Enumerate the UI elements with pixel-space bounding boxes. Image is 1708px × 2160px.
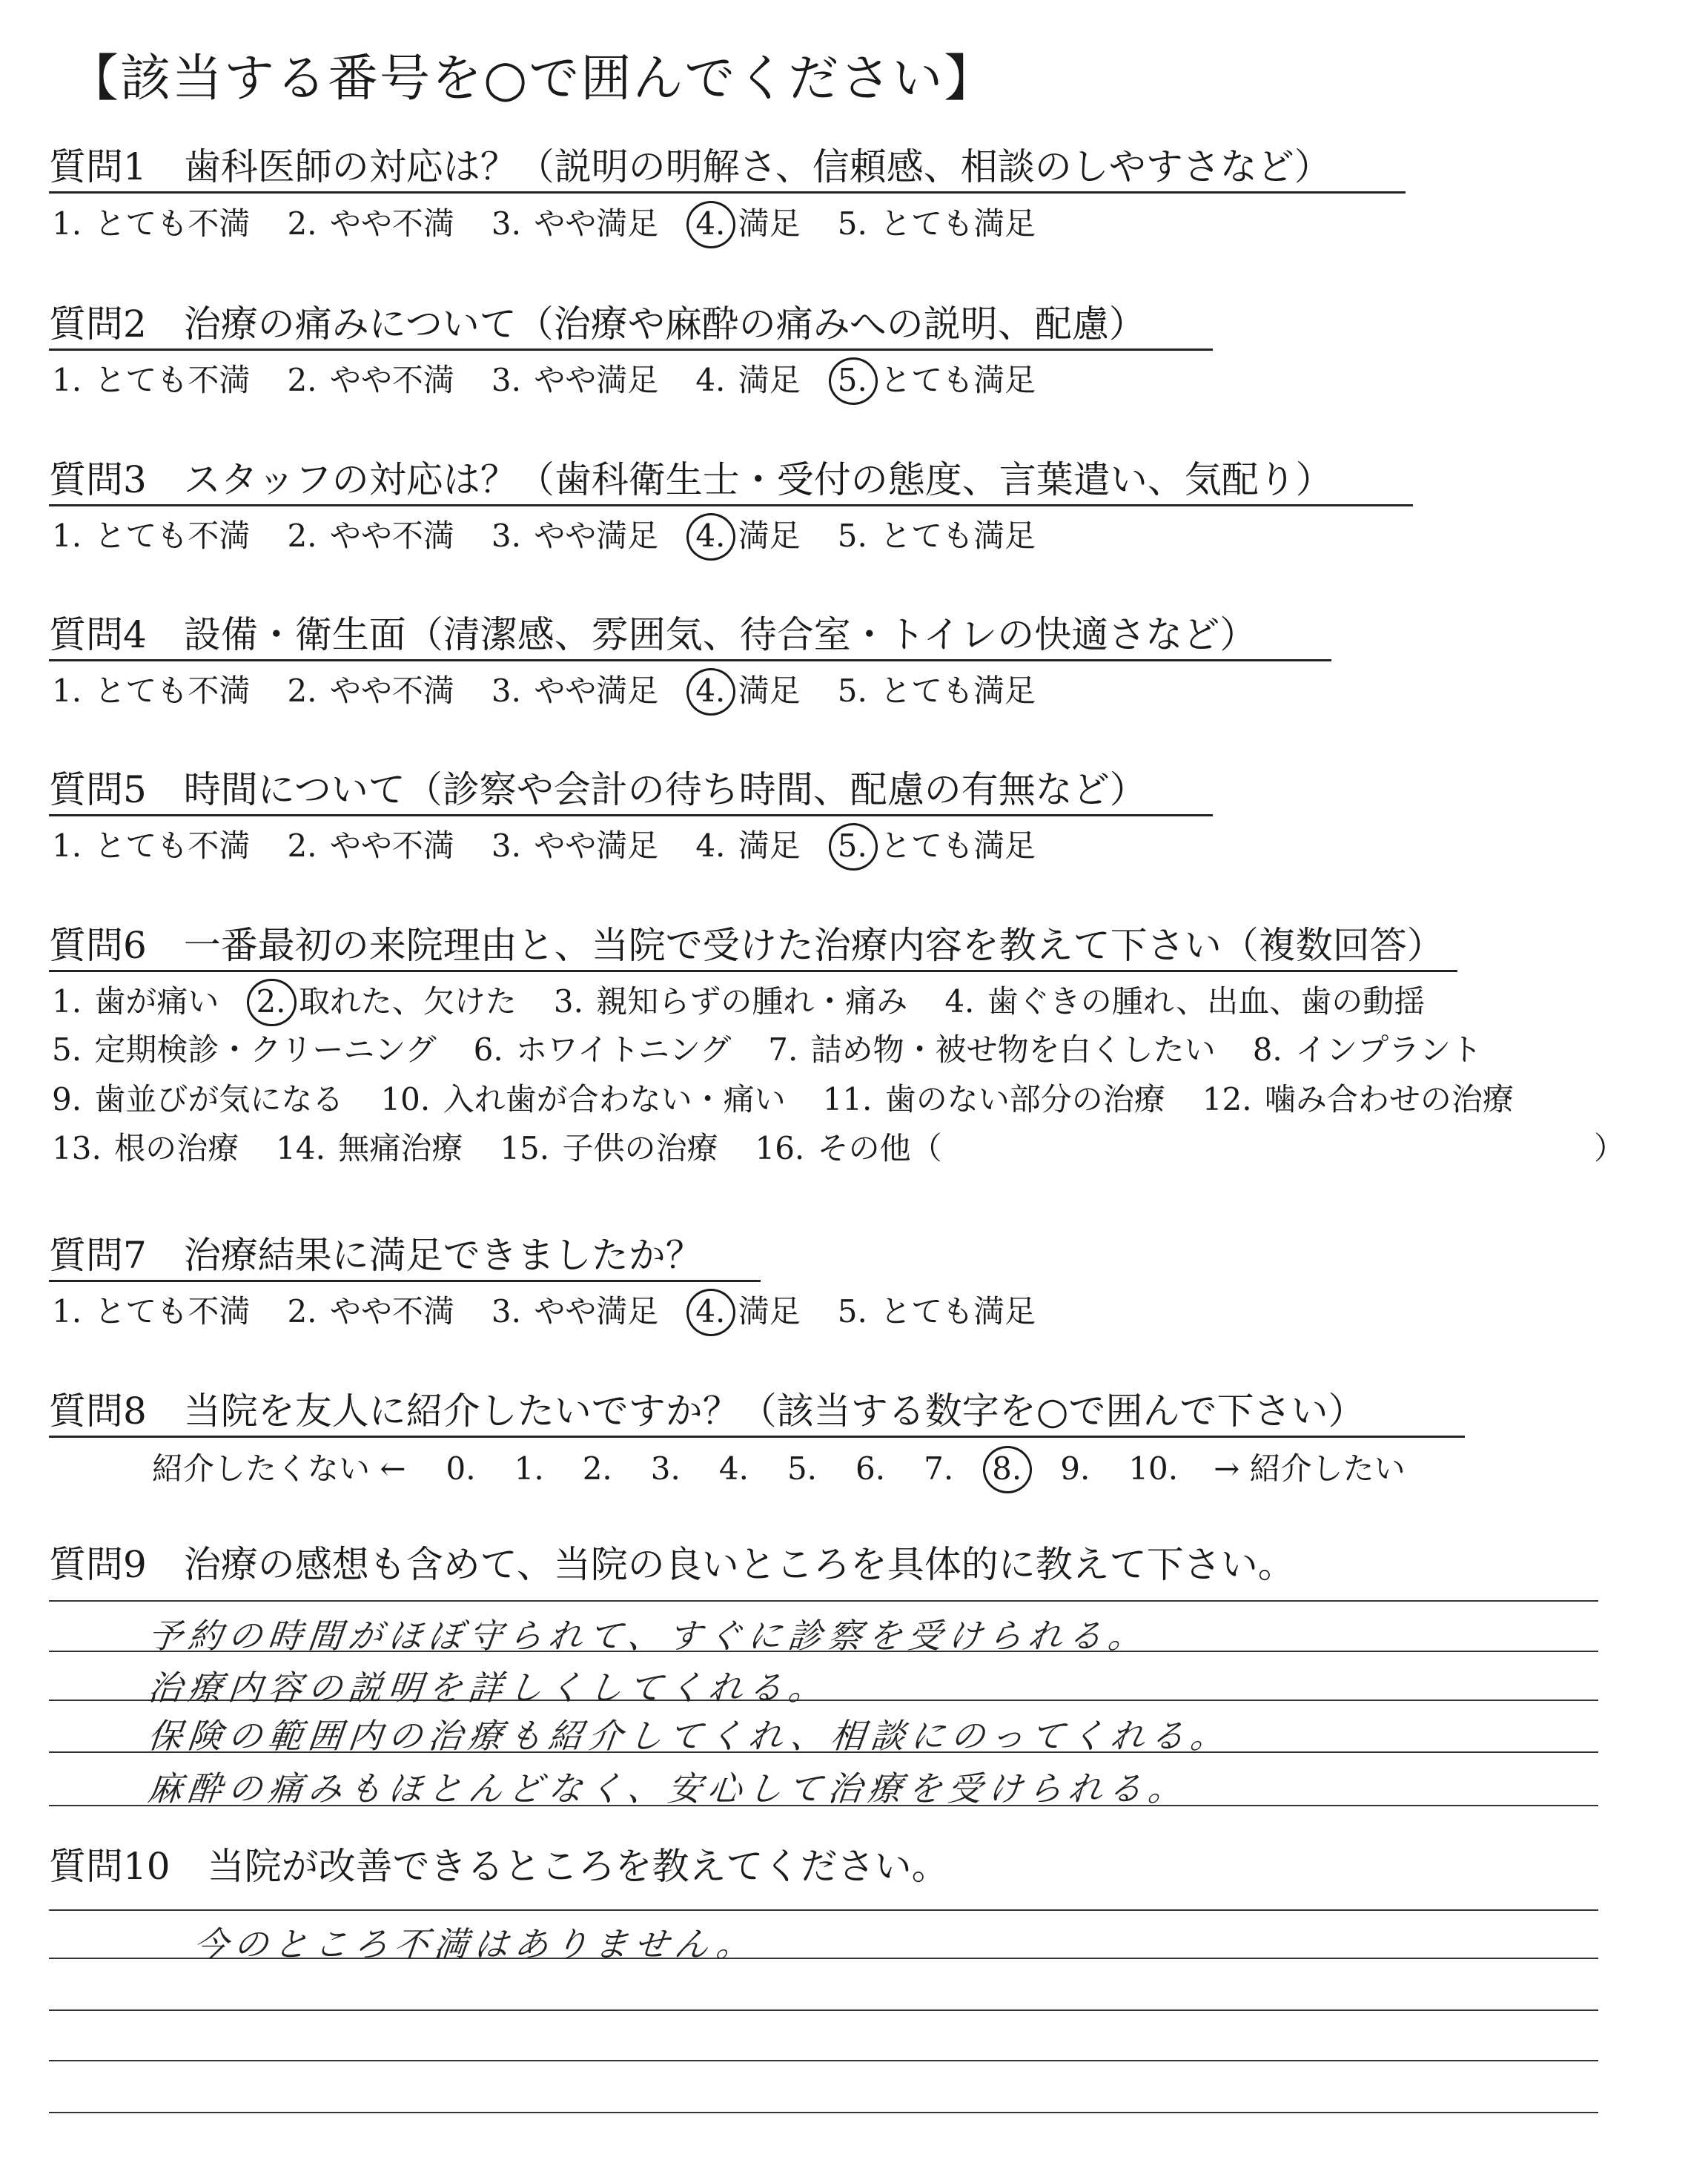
- option-number: 5.: [837, 1293, 867, 1330]
- answer-line: [49, 2009, 1598, 2011]
- scale-number: 6.: [855, 1450, 886, 1487]
- option-label: とても不満: [85, 673, 251, 709]
- option-number: 4.: [692, 1296, 728, 1327]
- option-number: 3.: [491, 828, 521, 864]
- option-number: 2.: [287, 1293, 317, 1330]
- handwritten-answer: 麻酔の痛みもほとんどなく、安心して治療を受けられる。: [145, 1768, 1191, 1809]
- answer-line: [49, 1600, 1598, 1602]
- option-number: 10.: [380, 1081, 431, 1117]
- option-label: とても不満: [85, 518, 251, 554]
- option-number: 3.: [491, 205, 521, 242]
- option-number: 1.: [52, 362, 82, 398]
- option: [49, 1081, 344, 1117]
- option: [284, 362, 454, 398]
- option-number: 11.: [822, 1081, 873, 1117]
- option-selected: [692, 205, 801, 242]
- question-3-rule: [49, 504, 1413, 506]
- question-5-heading: 質問5 時間について（診察や会計の待ち時間、配慮の有無など）: [49, 768, 1147, 811]
- scale-value: [853, 1450, 888, 1487]
- option-label: やや不満: [320, 828, 454, 864]
- option-number: 14.: [276, 1130, 325, 1166]
- scale-number: 8.: [989, 1453, 1025, 1484]
- option-label: やや不満: [320, 518, 454, 554]
- scale-value: [1057, 1450, 1093, 1487]
- question-6-options-row: [49, 1130, 976, 1166]
- question-5-options: [49, 830, 1070, 862]
- option: [489, 830, 658, 862]
- option-label: 取れた、欠けた: [288, 983, 517, 1020]
- question-4-options: [49, 673, 1070, 709]
- option-number: 8.: [1252, 1031, 1282, 1068]
- option: [835, 1293, 1036, 1330]
- option-label: インプラント: [1285, 1031, 1483, 1068]
- option-label: やや満足: [523, 205, 659, 242]
- option-label: とても不満: [85, 362, 251, 398]
- option: [1199, 1081, 1514, 1117]
- option-number: 5.: [835, 830, 870, 862]
- question-1-heading: 質問1 歯科医師の対応は？（説明の明解さ、信頼感、相談のしやすさなど）: [49, 145, 1331, 188]
- option: [752, 1130, 942, 1166]
- option-number: 1.: [52, 1293, 82, 1330]
- option: [284, 518, 454, 554]
- question-6-options-row: [49, 1081, 1548, 1117]
- option-label: 歯が痛い: [85, 983, 219, 1020]
- scale-number: 7.: [924, 1450, 954, 1487]
- scale-value: [921, 1450, 956, 1487]
- handwritten-answer: 予約の時間がほぼ守られて、すぐに診察を受けられる。: [145, 1616, 1151, 1656]
- option-number: 2.: [287, 828, 317, 864]
- option-label: とても満足: [870, 205, 1036, 242]
- question-3-heading: 質問3 スタッフの対応は？（歯科衛生士・受付の態度、言葉遣い、気配り）: [49, 458, 1333, 501]
- scale-value: [443, 1450, 479, 1487]
- option: [692, 362, 801, 398]
- option-number: 4.: [944, 983, 975, 1020]
- option-number: 1.: [52, 983, 82, 1020]
- option: [820, 1081, 1165, 1117]
- answer-line: [49, 2112, 1598, 2113]
- option-number: 13.: [52, 1130, 102, 1166]
- scale-value: [716, 1450, 752, 1487]
- option: [497, 1130, 718, 1166]
- scale-value: [580, 1450, 615, 1487]
- option-number: 7.: [768, 1031, 798, 1068]
- question-6-options-row: [49, 983, 1459, 1020]
- option-label: 満足: [728, 673, 801, 709]
- option: [835, 673, 1036, 709]
- option-number: 3.: [491, 673, 521, 709]
- question-9-heading: 質問9 治療の感想も含めて、当院の良いところを具体的に教えて下さい。: [49, 1543, 1295, 1586]
- handwritten-answer: 今のところ不満はありません。: [191, 1924, 759, 1964]
- option-number: 1.: [52, 673, 82, 709]
- option-label: 歯ぐきの腫れ、出血、歯の動揺: [977, 983, 1426, 1020]
- scale-left-label: 紹介したくない ←: [152, 1450, 406, 1487]
- option-number: 2.: [287, 673, 317, 709]
- scale-value: [512, 1450, 547, 1487]
- option-label: とても満足: [870, 518, 1036, 554]
- option: [489, 205, 659, 242]
- option-number: 4.: [692, 521, 728, 552]
- option-number: 6.: [473, 1031, 503, 1068]
- option-label: 満足: [728, 362, 801, 398]
- option-label: とても不満: [85, 205, 251, 242]
- option-label: とても満足: [870, 362, 1036, 398]
- scale-number: 0.: [446, 1450, 476, 1487]
- option-number: 4.: [692, 208, 728, 240]
- option-number: 2.: [287, 518, 317, 554]
- option-label: 定期検診・クリーニング: [85, 1031, 437, 1068]
- option-number: 3.: [491, 518, 521, 554]
- option-number: 1.: [52, 518, 82, 554]
- option: [284, 1293, 454, 1330]
- option: [284, 205, 454, 242]
- option-label: やや不満: [320, 362, 454, 398]
- option-number: 3.: [553, 983, 583, 1020]
- question-5-rule: [49, 814, 1213, 816]
- option-label: 親知らずの腫れ・痛み: [586, 983, 908, 1020]
- option-number: 1.: [52, 828, 82, 864]
- option-label: 満足: [728, 828, 801, 864]
- question-7-heading: 質問7 治療結果に満足できましたか？: [49, 1234, 703, 1277]
- page-title: 【該当する番号を○で囲んでください】: [68, 50, 996, 108]
- question-1-rule: [49, 191, 1406, 194]
- question-7-options: [49, 1293, 1070, 1330]
- option: [49, 205, 251, 242]
- option: [377, 1081, 786, 1117]
- option-label: その他（: [807, 1130, 942, 1166]
- question-8-scale: [152, 1450, 1406, 1487]
- option-label: 詰め物・被せ物を白くしたい: [801, 1031, 1216, 1068]
- option: [471, 1031, 732, 1068]
- option-label: やや満足: [523, 828, 659, 864]
- question-6-other-close: ）: [1594, 1130, 1626, 1166]
- answer-line: [49, 1909, 1598, 1911]
- option: [835, 205, 1036, 242]
- question-3-options: [49, 518, 1070, 554]
- question-4-heading: 質問4 設備・衛生面（清潔感、雰囲気、待合室・トイレの快適さなど）: [49, 613, 1257, 656]
- handwritten-answer: 治療内容の説明を詳しくしてくれる。: [145, 1668, 831, 1708]
- question-8-rule: [49, 1436, 1465, 1438]
- option-label: とても満足: [870, 1293, 1036, 1330]
- option-number: 9.: [52, 1081, 82, 1117]
- option-number: 4.: [692, 676, 728, 707]
- option-number: 4.: [695, 362, 726, 398]
- option-number: 15.: [500, 1130, 550, 1166]
- scale-number: 10.: [1128, 1450, 1179, 1487]
- option-label: とても満足: [870, 828, 1036, 864]
- option-label: 満足: [728, 1293, 801, 1330]
- option: [489, 1293, 659, 1330]
- answer-line: [49, 2060, 1598, 2061]
- option: [551, 983, 908, 1020]
- option-label: 歯のない部分の治療: [875, 1081, 1165, 1117]
- option: [49, 983, 219, 1020]
- option-label: とても不満: [85, 1293, 251, 1330]
- option: [941, 983, 1426, 1020]
- option-label: 根の治療: [104, 1130, 239, 1166]
- option-number: 2.: [253, 986, 288, 1017]
- option-selected: [835, 362, 1036, 398]
- handwritten-answer: 保険の範囲内の治療も紹介してくれ、相談にのってくれる。: [145, 1716, 1233, 1756]
- option: [49, 1031, 437, 1068]
- option: [835, 518, 1036, 554]
- scale-value: [1125, 1450, 1181, 1487]
- option: [489, 362, 659, 398]
- option-number: 16.: [755, 1130, 805, 1166]
- option: [49, 673, 251, 709]
- option-number: 3.: [491, 1293, 521, 1330]
- option-number: 12.: [1202, 1081, 1252, 1117]
- question-2-rule: [49, 349, 1213, 351]
- option-label: やや不満: [320, 205, 454, 242]
- scale-number: 1.: [514, 1450, 544, 1487]
- option: [284, 830, 454, 862]
- option-number: 4.: [695, 828, 726, 864]
- option-label: とても満足: [870, 673, 1036, 709]
- option-label: 満足: [728, 518, 801, 554]
- scale-number: 3.: [650, 1450, 681, 1487]
- option: [49, 362, 251, 398]
- option-label: 歯並びが気になる: [85, 1081, 344, 1117]
- question-6-options-row: [49, 1031, 1516, 1068]
- question-2-heading: 質問2 治療の痛みについて（治療や麻酔の痛みへの説明、配慮）: [49, 303, 1146, 346]
- question-6-heading: 質問6 一番最初の来院理由と、当院で受けた治療内容を教えて下さい（複数回答）: [49, 924, 1444, 967]
- question-6-rule: [49, 970, 1457, 972]
- option-label: 子供の治療: [552, 1130, 718, 1166]
- option-number: 2.: [287, 205, 317, 242]
- option-label: やや不満: [320, 1293, 454, 1330]
- option-label: 噛み合わせの治療: [1254, 1081, 1514, 1117]
- option-selected: [692, 518, 801, 554]
- scale-value: [784, 1450, 820, 1487]
- option: [765, 1031, 1216, 1068]
- option-label: やや満足: [523, 673, 659, 709]
- option-label: やや満足: [523, 518, 659, 554]
- option-label: 入れ歯が合わない・痛い: [433, 1081, 786, 1117]
- option-number: 5.: [837, 518, 867, 554]
- option: [489, 518, 659, 554]
- option-label: やや不満: [320, 673, 454, 709]
- option: [49, 830, 250, 862]
- question-4-rule: [49, 659, 1331, 661]
- option: [692, 830, 800, 862]
- option-selected: [692, 673, 801, 709]
- option-label: とても不満: [85, 828, 251, 864]
- scale-value: [648, 1450, 683, 1487]
- option: [489, 673, 659, 709]
- scale-right-label: → 紹介したい: [1214, 1450, 1406, 1487]
- option-selected: [692, 1293, 801, 1330]
- option-number: 5.: [835, 365, 870, 396]
- option: [1250, 1031, 1483, 1068]
- scale-number: 5.: [787, 1450, 818, 1487]
- option-number: 1.: [52, 205, 82, 242]
- option-label: やや満足: [523, 1293, 659, 1330]
- option-label: やや満足: [523, 362, 659, 398]
- option-label: 無痛治療: [328, 1130, 463, 1166]
- scale-number: 2.: [582, 1450, 612, 1487]
- scale-number: 9.: [1060, 1450, 1090, 1487]
- option-label: ホワイトニング: [506, 1031, 732, 1068]
- option: [273, 1130, 463, 1166]
- option: [284, 673, 454, 709]
- scale-value-selected: [989, 1450, 1025, 1487]
- question-8-heading: 質問8 当院を友人に紹介したいですか？（該当する数字を○で囲んで下さい）: [49, 1390, 1366, 1433]
- option: [49, 1130, 239, 1166]
- option-number: 5.: [52, 1031, 82, 1068]
- option-number: 3.: [491, 362, 521, 398]
- question-10-heading: 質問10 当院が改善できるところを教えてください。: [49, 1845, 949, 1888]
- option-label: 満足: [728, 205, 801, 242]
- option-number: 5.: [837, 673, 867, 709]
- option: [49, 518, 251, 554]
- option-selected: [253, 983, 517, 1020]
- option-number: 2.: [287, 362, 317, 398]
- option: [49, 1293, 251, 1330]
- question-2-options: [49, 362, 1070, 398]
- option-number: 5.: [837, 205, 867, 242]
- scale-number: 4.: [718, 1450, 749, 1487]
- question-7-rule: [49, 1280, 761, 1282]
- question-1-options: [49, 205, 1070, 242]
- option-selected: [835, 830, 1036, 862]
